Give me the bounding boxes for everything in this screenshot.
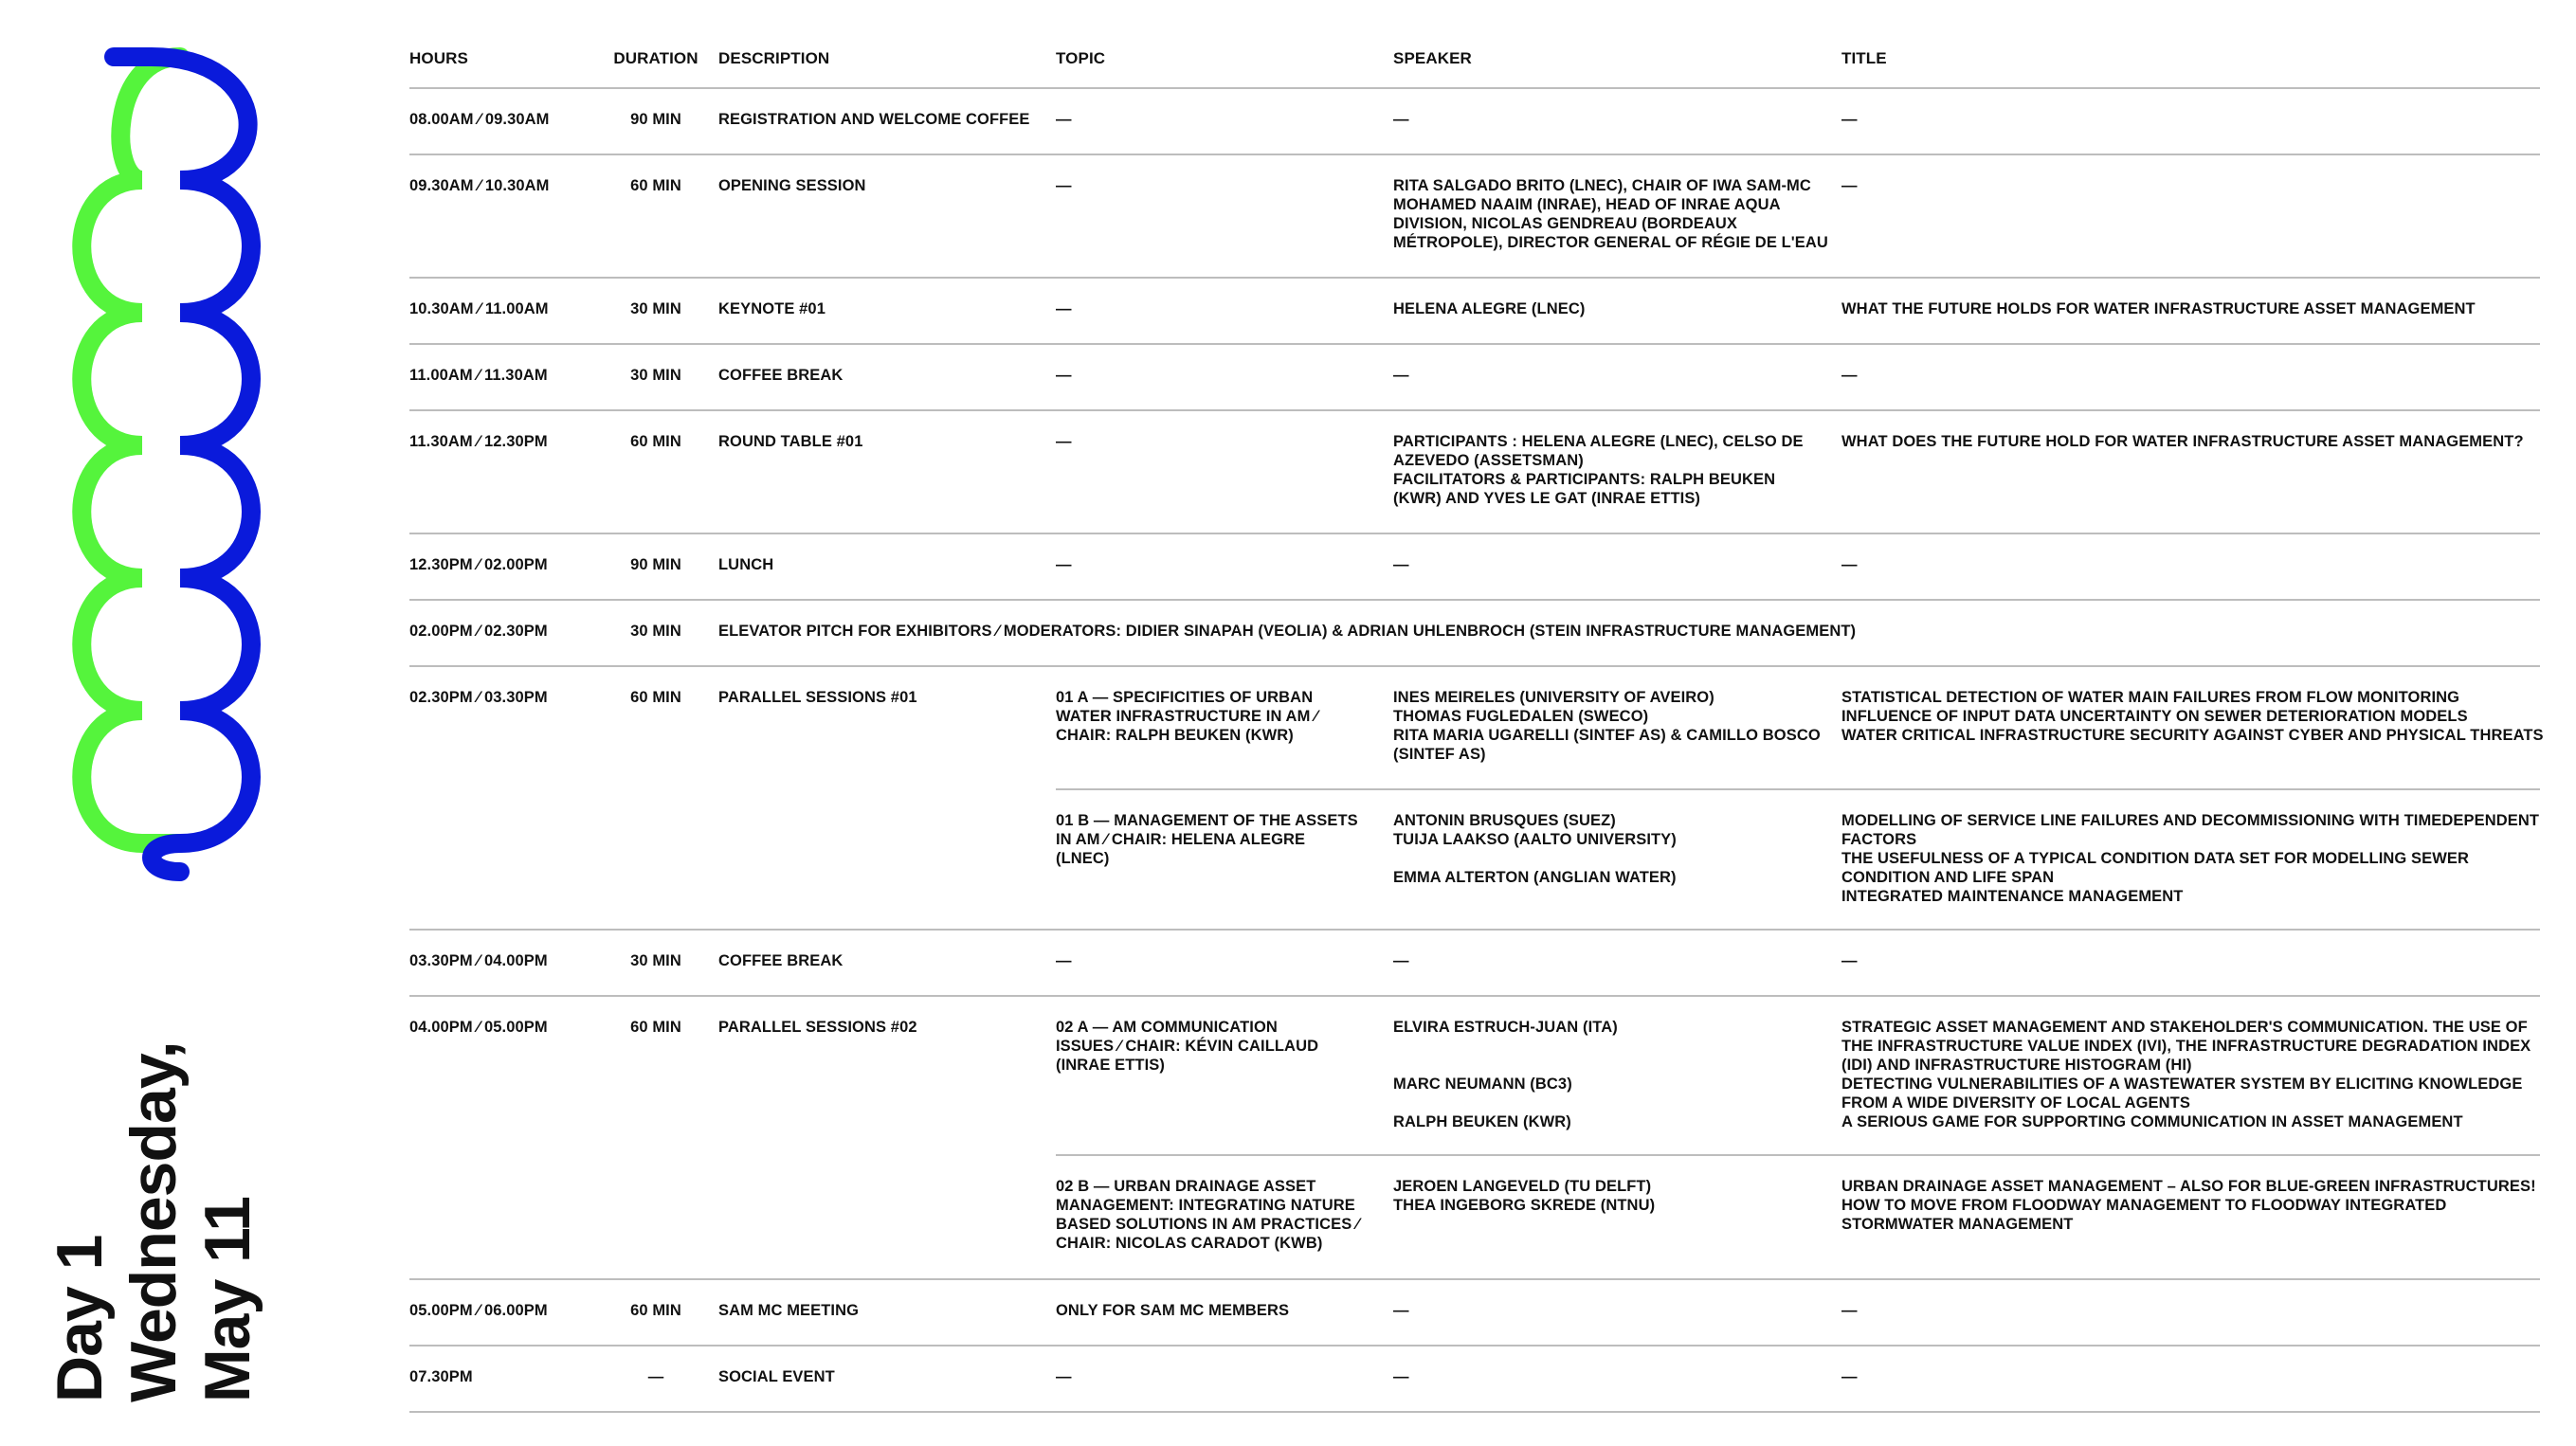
title-line: A SERIOUS GAME FOR SUPPORTING COMMUNICATION IN ASSET MANAGEMENT <box>1841 1113 2463 1130</box>
title-line: INFLUENCE OF INPUT DATA UNCERTAINTY ON SEWER DETERIORATION MODELS <box>1841 708 2468 725</box>
sub-speaker <box>1393 1177 1829 1215</box>
row-title <box>1841 555 2538 574</box>
sub-session-02b <box>1056 1156 2540 1278</box>
sub-topic <box>1056 1177 1378 1253</box>
row-title: — <box>1841 1368 1858 1385</box>
title-line: — <box>1841 177 1858 194</box>
header-topic: TOPIC <box>1056 49 1106 67</box>
title-line: STATISTICAL DETECTION OF WATER MAIN FAILURES FROM FLOW MONITORING <box>1841 689 2460 706</box>
row-title <box>1841 366 2538 385</box>
parallel-sessions-02 <box>409 997 2540 1280</box>
header-speaker: SPEAKER <box>1393 49 1472 67</box>
row-duration: 30 MIN <box>630 367 681 384</box>
day-title <box>43 1041 264 1402</box>
topic-line: IN AM ⁄ CHAIR: HELENA ALEGRE <box>1056 831 1306 848</box>
row-topic: — <box>1056 300 1072 317</box>
topic-line: 01 A — SPECIFICITIES OF URBAN <box>1056 689 1314 706</box>
row-hours: 02.30PM ⁄ 03.30PM <box>409 689 548 706</box>
row-topic: — <box>1056 1368 1072 1385</box>
title-line: WATER CRITICAL INFRASTRUCTURE SECURITY AGAINST CYBER AND PHYSICAL THREATS <box>1841 727 2544 744</box>
table-header <box>409 38 2540 89</box>
row-description: COFFEE BREAK <box>718 367 844 384</box>
row-hours: 03.30PM ⁄ 04.00PM <box>409 952 548 969</box>
sub-speaker <box>1393 811 1829 887</box>
row-duration: 60 MIN <box>630 689 681 706</box>
sub-sessions <box>1056 997 2540 1278</box>
sub-topic <box>1056 688 1378 745</box>
speaker-line: HELENA ALEGRE (LNEC) <box>1393 300 1586 317</box>
speaker-line: PARTICIPANTS : HELENA ALEGRE (LNEC), CELSO DE <box>1393 433 1804 450</box>
row-speaker <box>1393 110 1829 129</box>
table-row <box>409 1347 2540 1413</box>
speaker-line: FACILITATORS & PARTICIPANTS: RALPH BEUKEN <box>1393 471 1776 488</box>
row-title <box>1841 432 2538 451</box>
sub-title <box>1841 688 2544 745</box>
sub-title <box>1841 811 2538 906</box>
day-date: May 11 <box>191 1196 263 1402</box>
speaker-line: THEA INGEBORG SKREDE (NTNU) <box>1393 1197 1656 1214</box>
speaker-line: THOMAS FUGLEDALEN (SWECO) <box>1393 708 1649 725</box>
speaker-line: — <box>1393 556 1409 573</box>
topic-line: MANAGEMENT: INTEGRATING NATURE <box>1056 1197 1355 1214</box>
header-duration: DURATION <box>613 49 698 67</box>
row-topic: — <box>1056 556 1072 573</box>
table-row <box>409 279 2540 345</box>
row-hours: 11.00AM ⁄ 11.30AM <box>409 367 548 384</box>
row-speaker <box>1393 366 1829 385</box>
row-topic: — <box>1056 433 1072 450</box>
row-duration: 60 MIN <box>630 433 681 450</box>
title-line: (IDI) AND INFRASTRUCTURE HISTOGRAM (HI) <box>1841 1057 2192 1074</box>
table-row <box>409 931 2540 997</box>
header-description: DESCRIPTION <box>718 49 830 67</box>
parallel-sessions-01 <box>409 667 2544 931</box>
table-row <box>409 345 2540 411</box>
day-number: Day 1 <box>44 1235 116 1402</box>
row-speaker <box>1393 555 1829 574</box>
row-topic: — <box>1056 111 1072 128</box>
day-weekday: Wednesday, <box>118 1041 190 1402</box>
row-title: — <box>1841 1302 1858 1319</box>
row-title <box>1841 176 2538 195</box>
row-description: SOCIAL EVENT <box>718 1368 835 1385</box>
row-speaker: — <box>1393 1302 1409 1319</box>
speaker-line: ELVIRA ESTRUCH-JUAN (ITA) <box>1393 1019 1618 1036</box>
row-description: ELEVATOR PITCH FOR EXHIBITORS ⁄ MODERATORS: DIDIER SINAPAH (VEOLIA) & ADRIAN UHLENBROCH (STEIN INFRASTRUCTURE MANAGEMENT) <box>718 623 1857 640</box>
topic-line: 01 B — MANAGEMENT OF THE ASSETS <box>1056 812 1358 829</box>
title-line: STRATEGIC ASSET MANAGEMENT AND STAKEHOLDER'S COMMUNICATION. THE USE OF <box>1841 1019 2528 1036</box>
speaker-line: ANTONIN BRUSQUES (SUEZ) <box>1393 812 1616 829</box>
speaker-line: EMMA ALTERTON (ANGLIAN WATER) <box>1393 869 1677 886</box>
row-speaker <box>1393 432 1829 508</box>
table-row <box>409 534 2540 601</box>
topic-line: 02 A — AM COMMUNICATION <box>1056 1019 1278 1036</box>
row-duration: 30 MIN <box>630 623 681 640</box>
title-line: STORMWATER MANAGEMENT <box>1841 1216 2074 1233</box>
row-duration: 60 MIN <box>630 177 681 194</box>
speaker-line: RITA MARIA UGARELLI (SINTEF AS) & CAMILLO BOSCO <box>1393 727 1821 744</box>
row-duration: 60 MIN <box>630 1019 681 1036</box>
row-topic: — <box>1056 367 1072 384</box>
title-line: — <box>1841 556 1858 573</box>
row-duration: 90 MIN <box>630 556 681 573</box>
sub-speaker <box>1393 1018 1829 1131</box>
title-line: CONDITION AND LIFE SPAN <box>1841 869 2055 886</box>
title-line: — <box>1841 367 1858 384</box>
row-description: REGISTRATION AND WELCOME COFFEE <box>718 111 1030 128</box>
green-wave-icon <box>82 57 180 843</box>
row-description: KEYNOTE #01 <box>718 300 825 317</box>
row-duration: 30 MIN <box>630 300 681 317</box>
speaker-line: (KWR) AND YVES LE GAT (INRAE ETTIS) <box>1393 490 1701 507</box>
title-line: WHAT DOES THE FUTURE HOLD FOR WATER INFRASTRUCTURE ASSET MANAGEMENT? <box>1841 433 2524 450</box>
title-line: HOW TO MOVE FROM FLOODWAY MANAGEMENT TO FLOODWAY INTEGRATED <box>1841 1197 2447 1214</box>
row-speaker: — <box>1393 952 1409 969</box>
row-title <box>1841 110 2538 129</box>
speaker-line: — <box>1393 111 1409 128</box>
row-description: PARALLEL SESSIONS #01 <box>718 689 917 706</box>
schedule-table <box>409 38 2544 1413</box>
row-hours: 08.00AM ⁄ 09.30AM <box>409 111 550 128</box>
table-row <box>409 601 2540 667</box>
speaker-line: (SINTEF AS) <box>1393 746 1486 763</box>
topic-line: WATER INFRASTRUCTURE IN AM ⁄ <box>1056 708 1317 725</box>
row-hours: 10.30AM ⁄ 11.00AM <box>409 300 549 317</box>
row-speaker: — <box>1393 1368 1409 1385</box>
speaker-line: RITA SALGADO BRITO (LNEC), CHAIR OF IWA SAM-MC <box>1393 177 1811 194</box>
table-row <box>409 411 2540 534</box>
table-row <box>409 1280 2540 1347</box>
title-line: — <box>1841 111 1858 128</box>
topic-line: BASED SOLUTIONS IN AM PRACTICES ⁄ <box>1056 1216 1359 1233</box>
title-line: INTEGRATED MAINTENANCE MANAGEMENT <box>1841 888 2184 905</box>
title-line: FROM A WIDE DIVERSITY OF LOCAL AGENTS <box>1841 1094 2190 1112</box>
sub-topic <box>1056 811 1378 868</box>
row-topic: — <box>1056 952 1072 969</box>
sub-session-01a <box>1056 667 2544 790</box>
header-hours: HOURS <box>409 49 468 67</box>
row-description: OPENING SESSION <box>718 177 866 194</box>
topic-line: 02 B — URBAN DRAINAGE ASSET <box>1056 1178 1316 1195</box>
sub-title <box>1841 1018 2538 1131</box>
title-line: THE INFRASTRUCTURE VALUE INDEX (IVI), THE INFRASTRUCTURE DEGRADATION INDEX <box>1841 1038 2531 1055</box>
row-hours: 07.30PM <box>409 1368 473 1385</box>
topic-line: CHAIR: RALPH BEUKEN (KWR) <box>1056 727 1294 744</box>
speaker-line: — <box>1393 367 1409 384</box>
row-speaker <box>1393 176 1829 252</box>
sub-speaker <box>1393 688 1829 764</box>
speaker-line: DIVISION, NICOLAS GENDREAU (BORDEAUX <box>1393 215 1737 232</box>
row-description: ROUND TABLE #01 <box>718 433 863 450</box>
row-topic: ONLY FOR SAM MC MEMBERS <box>1056 1302 1290 1319</box>
topic-line: (INRAE ETTIS) <box>1056 1057 1165 1074</box>
row-hours: 12.30PM ⁄ 02.00PM <box>409 556 548 573</box>
speaker-line: TUIJA LAAKSO (AALTO UNIVERSITY) <box>1393 831 1677 848</box>
row-title: — <box>1841 952 1858 969</box>
row-hours: 04.00PM ⁄ 05.00PM <box>409 1019 548 1036</box>
title-line: DETECTING VULNERABILITIES OF A WASTEWATER SYSTEM BY ELICITING KNOWLEDGE <box>1841 1075 2523 1093</box>
speaker-line: JEROEN LANGEVELD (TU DELFT) <box>1393 1178 1652 1195</box>
row-duration: — <box>647 1368 664 1385</box>
title-line: MODELLING OF SERVICE LINE FAILURES AND DECOMMISSIONING WITH TIMEDEPENDENT <box>1841 812 2540 829</box>
title-line: FACTORS <box>1841 831 1917 848</box>
sub-title <box>1841 1177 2538 1234</box>
row-duration: 60 MIN <box>630 1302 681 1319</box>
sub-session-02a <box>1056 997 2540 1156</box>
row-duration: 90 MIN <box>630 111 681 128</box>
speaker-line: RALPH BEUKEN (KWR) <box>1393 1113 1571 1130</box>
row-hours: 05.00PM ⁄ 06.00PM <box>409 1302 548 1319</box>
title-line: THE USEFULNESS OF A TYPICAL CONDITION DATA SET FOR MODELLING SEWER <box>1841 850 2470 867</box>
title-line: WHAT THE FUTURE HOLDS FOR WATER INFRASTRUCTURE ASSET MANAGEMENT <box>1841 300 2476 317</box>
sub-session-01b <box>1056 790 2540 929</box>
row-duration: 30 MIN <box>630 952 681 969</box>
row-description: COFFEE BREAK <box>718 952 844 969</box>
header-title: TITLE <box>1841 49 1887 67</box>
title-line: URBAN DRAINAGE ASSET MANAGEMENT – ALSO FOR BLUE-GREEN INFRASTRUCTURES! <box>1841 1178 2536 1195</box>
topic-line: (LNEC) <box>1056 850 1110 867</box>
table-row <box>409 89 2540 155</box>
topic-line: ISSUES ⁄ CHAIR: KÉVIN CAILLAUD <box>1056 1038 1319 1055</box>
row-hours: 02.00PM ⁄ 02.30PM <box>409 623 548 640</box>
row-title <box>1841 299 2538 318</box>
row-hours: 09.30AM ⁄ 10.30AM <box>409 177 550 194</box>
row-topic: — <box>1056 177 1072 194</box>
row-description: SAM MC MEETING <box>718 1302 860 1319</box>
sub-topic <box>1056 1018 1378 1075</box>
speaker-line: MOHAMED NAAIM (INRAE), HEAD OF INRAE AQUA <box>1393 196 1781 213</box>
row-hours: 11.30AM ⁄ 12.30PM <box>409 433 548 450</box>
speaker-line: MARC NEUMANN (BC3) <box>1393 1075 1572 1093</box>
speaker-line: AZEVEDO (ASSETSMAN) <box>1393 452 1584 469</box>
row-speaker <box>1393 299 1829 318</box>
speaker-line: INES MEIRELES (UNIVERSITY OF AVEIRO) <box>1393 689 1714 706</box>
sub-sessions <box>1056 667 2544 929</box>
row-description: LUNCH <box>718 556 774 573</box>
topic-line: CHAIR: NICOLAS CARADOT (KWB) <box>1056 1235 1323 1252</box>
table-row <box>409 155 2540 279</box>
serpentine-logo <box>38 38 265 919</box>
row-description: PARALLEL SESSIONS #02 <box>718 1019 917 1036</box>
speaker-line: MÉTROPOLE), DIRECTOR GENERAL OF RÉGIE DE L'EAU <box>1393 234 1828 251</box>
